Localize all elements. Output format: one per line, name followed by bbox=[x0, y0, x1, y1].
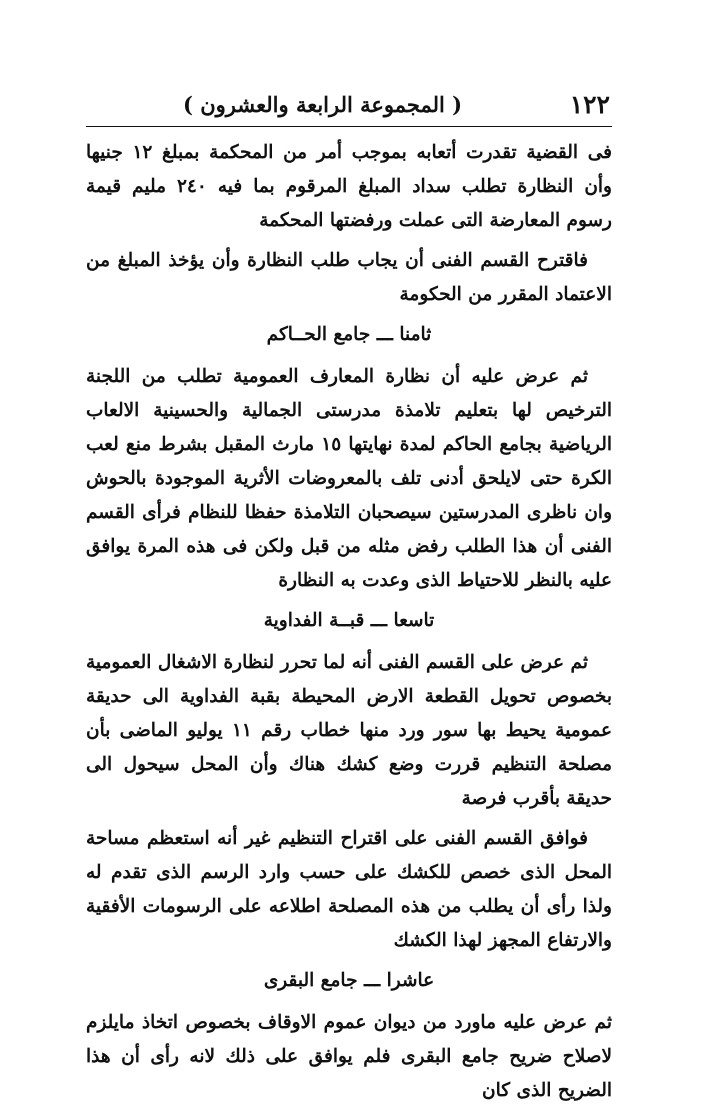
header-rule bbox=[86, 126, 612, 127]
paragraph-bakri-mosque: ثم عرض عليه ماورد من ديوان عموم الاوقاف بخصوص اتخاذ مايلزم لاصلاح ضريح جامع البقرى فلم يوافق على ذلك لانه رأى أن هذا الضريح الذى كان bbox=[86, 1012, 612, 1101]
running-title: ( المجموعة الرابعة والعشرون ) bbox=[183, 91, 463, 117]
paragraph-fadawiya-dome: ثم عرض على القسم الفنى أنه لما تحرر لنظارة الاشغال العمومية بخصوص تحويل القطعة الارض المحيطة بقبة الفداوية الى حديقة عمومية يحيط بها سور ورد منها خطاب رقم ١١ يوليو الماضى بأن مصلحة التنظيم قررت وضع كشك هناك وأن المحل سيحول الى حديقة بأقرب فرصة bbox=[86, 652, 612, 809]
page-header bbox=[88, 84, 610, 124]
section-heading-fadawiya-dome: تاسعا ـــ قبــة الفداوية bbox=[263, 610, 435, 631]
paragraph-kiosk-area: فوافق القسم الفنى على اقتراح التنظيم غير أنه استعظم مساحة المحل الذى خصص للكشك على حسب وارد الرسم الذى تقدم له ولذا رأى أن يطلب من هذه المصلحة اطلاعه على الرسومات الأفقية والارتفاع المجهز لهذا الكشك bbox=[86, 828, 612, 951]
paragraph-hakim-mosque: ثم عرض عليه أن نظارة المعارف العمومية تطلب من اللجنة الترخيص لها بتعليم تلامذة مدرستى الجمالية والحسينية الالعاب الرياضية بجامع الحاكم لمدة نهايتها ١٥ مارث المقبل بشرط منع لعب الكرة حتى لايلحق أدنى تلف بالمعروضات الأثرية الموجودة بالحوش وان ناظرى المدرستين سيصحبان التلامذة حفظا للنظام فرأى القسم الفنى أن هذا الطلب رفض مثله من قبل ولكن فى هذه المرة يوافق عليه بالنظر للاحتياط الذى وعدت به النظارة bbox=[86, 366, 612, 591]
page-body bbox=[86, 136, 612, 1114]
section-heading-bakri-mosque: عاشرا ـــ جامع البقرى bbox=[263, 970, 435, 991]
paragraph-proposal: فاقترح القسم الفنى أن يجاب طلب النظارة وأن يؤخذ المبلغ من الاعتماد المقرر من الحكومة bbox=[86, 250, 612, 305]
section-heading-hakim-mosque: ثامنا ـــ جامع الحــاكم bbox=[266, 324, 432, 345]
paragraph-case-fees: فى القضية تقدرت أتعابه بموجب أمر من المحكمة بمبلغ ١٢ جنيها وأن النظارة تطلب سداد المبلغ المرقوم بما فيه ٢٤٠ مليم قيمة رسوم المعارضة التى عملت ورفضتها المحكمة bbox=[86, 142, 612, 231]
page-number: ١٢٢ bbox=[569, 89, 610, 119]
